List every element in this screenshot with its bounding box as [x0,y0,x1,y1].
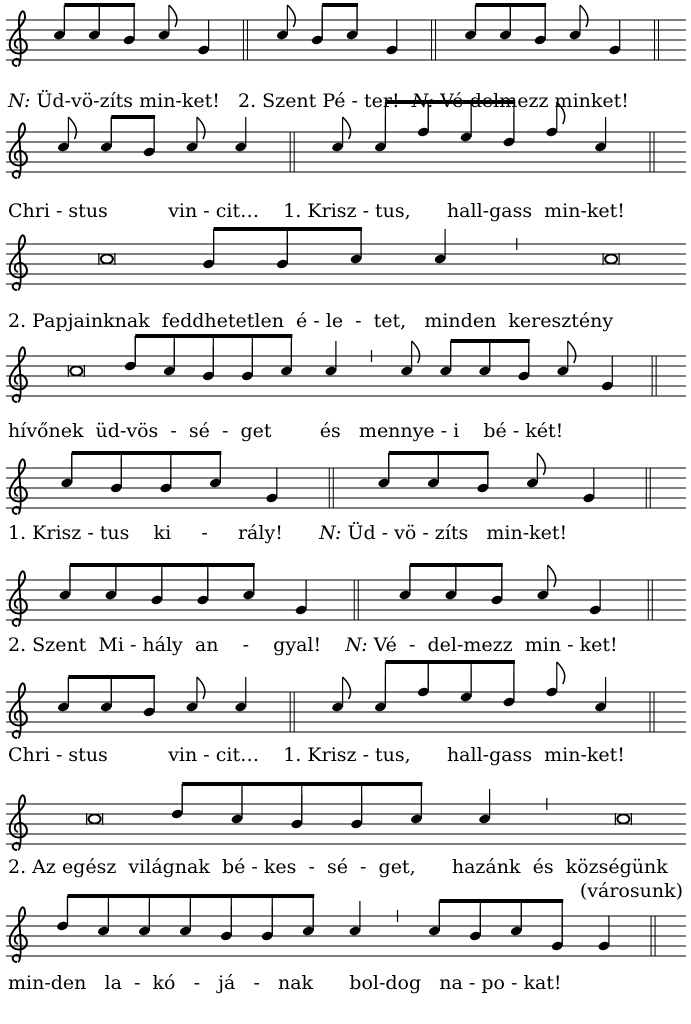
lyric-segment: N: [345,634,368,656]
note-flag [343,117,351,139]
breve-note [89,815,101,824]
note-flag [412,341,420,363]
breve-note [605,255,617,264]
note-flag [580,5,588,27]
lyric-line [8,856,684,878]
note-flag [557,662,565,684]
note-flag [68,117,76,139]
breve-note [617,815,629,824]
note-beam [385,660,515,664]
lyric-segment: N: [319,522,342,544]
note-flag [343,677,351,699]
lyric-line [8,522,684,544]
note-flag [287,5,295,27]
note-beam [322,3,358,7]
note-beam [111,115,155,119]
lyric-line [8,310,684,332]
lyric-segment: Vé - del-mezz min - ket! [367,634,618,656]
lyric-segment: Vé-delmezz minket! [434,90,629,112]
lyric-segment: N: [8,90,31,112]
lyric-segment: Üd-vö-zíts min-ket! 2. Szent Pé - ter! [30,90,412,112]
note-flag [197,117,205,139]
lyric-line [8,200,684,222]
lyric-segment: 1. Krisz - tus ki - rály! [8,522,320,544]
lyric-segment: hívőnek üd-vös - sé - get és mennye - i bé - két! [8,420,564,442]
note-beam [439,899,563,903]
lyric-segment: N: [411,90,435,112]
lyric-segment: Chri - stus vin - cit… 1. Krisz - tus, hall-gass min-ket! [8,744,625,766]
lyric-line [8,634,684,656]
lyric-segment: 2. Az egész világnak bé - kes - sé - get, hazánk és községünk [8,856,668,878]
lyric-line [8,90,684,112]
lyric-segment: Chri - stus vin - cit… 1. Krisz - tus, hall-gass min-ket! [8,200,625,222]
breve-note [101,255,113,264]
note-flag [537,453,545,475]
note-flag [548,565,556,587]
note-beam [72,451,222,455]
note-flag [568,341,576,363]
lyric-segment: min-den la - kó - já - nak bol-dog na - po - kat! [8,972,562,994]
lyric-line [8,972,684,994]
note-flag [169,5,177,27]
breve-note [70,367,82,376]
note-flag [197,677,205,699]
lyric-segment: Üd - vö - zíts min-ket! [341,522,568,544]
lyric-segment: 2. Szent Mi - hály an - gyal! [8,634,346,656]
lyric-line [8,420,684,442]
lyric-line [8,744,684,766]
lyric-segment: 2. Papjainknak feddhetetlen é - le - tet, minden keresztény [8,310,614,332]
lyric-alternate: (városunk) [579,880,683,902]
